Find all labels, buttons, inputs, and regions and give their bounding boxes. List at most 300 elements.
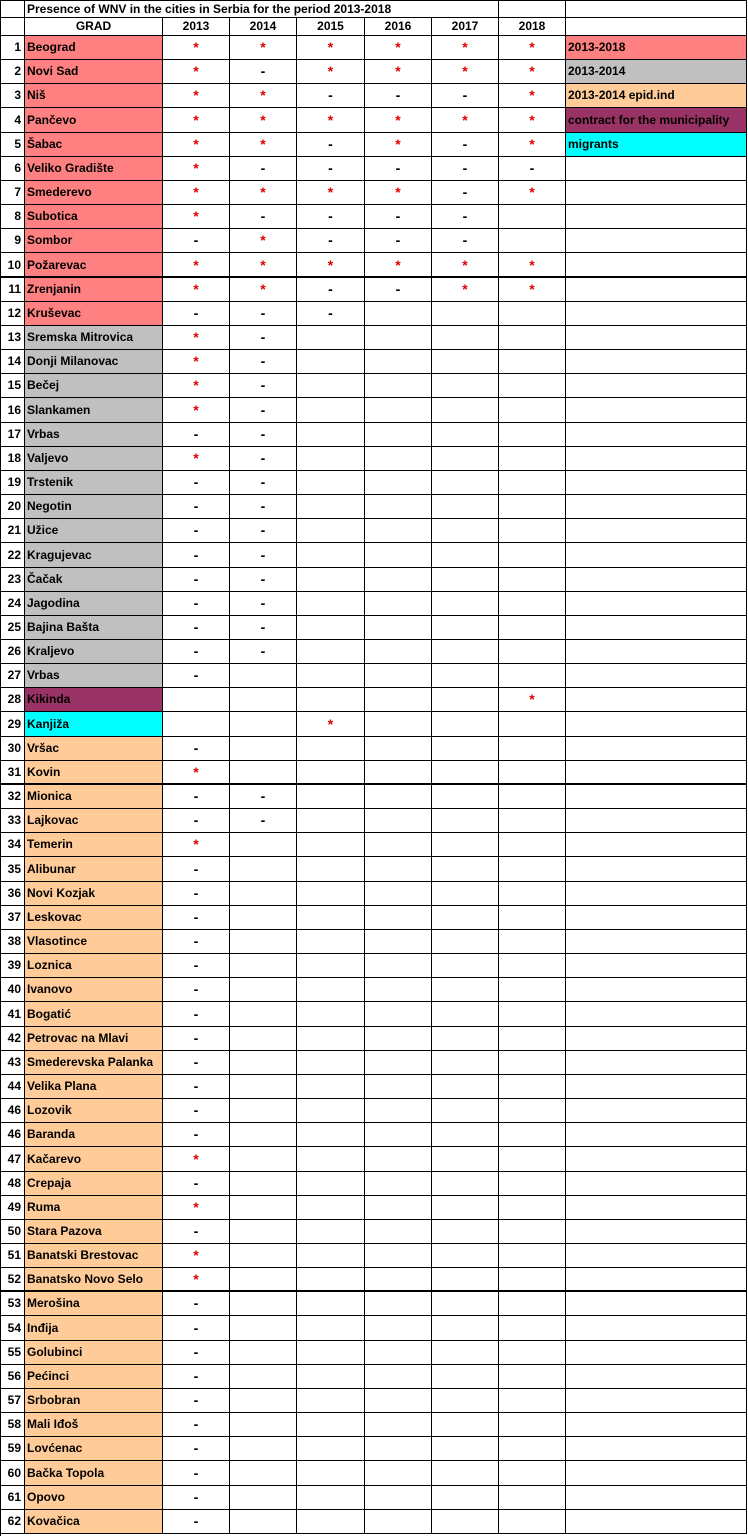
year-cell [432, 1244, 499, 1268]
year-cell [432, 592, 499, 616]
year-cell [432, 761, 499, 785]
year-cell [365, 1461, 432, 1486]
row-number: 49 [0, 1196, 25, 1220]
present-marker: * [462, 63, 468, 79]
year-cell [297, 664, 365, 688]
year-cell [499, 1099, 566, 1123]
year-cell [499, 157, 566, 181]
year-cell [163, 640, 230, 664]
row-number: 52 [0, 1268, 25, 1292]
city-name: Kikinda [25, 688, 163, 712]
year-cell [499, 133, 566, 157]
row-number: 54 [0, 1316, 25, 1341]
header-year: 2016 [365, 18, 432, 36]
year-cell [163, 108, 230, 133]
absent-marker: - [260, 160, 266, 176]
legend-empty-cell [566, 857, 747, 882]
legend-empty-cell [566, 374, 747, 398]
year-cell [365, 664, 432, 688]
city-name: Čačak [25, 568, 163, 592]
year-cell [499, 1292, 566, 1316]
year-cell [230, 1510, 297, 1534]
city-name: Velika Plana [25, 1075, 163, 1099]
city-name: Banatski Brestovac [25, 1244, 163, 1268]
present-marker: * [193, 160, 199, 176]
year-cell [163, 133, 230, 157]
year-cell [163, 374, 230, 398]
year-cell [297, 592, 365, 616]
year-cell [230, 640, 297, 664]
legend-empty-cell [566, 326, 747, 350]
row-number: 40 [0, 978, 25, 1002]
present-marker: * [193, 402, 199, 418]
year-cell [230, 592, 297, 616]
legend-empty-cell [566, 1075, 747, 1099]
year-cell [432, 60, 499, 84]
year-cell [297, 278, 365, 302]
year-cell [432, 471, 499, 495]
year-cell [297, 737, 365, 761]
year-cell [163, 350, 230, 374]
year-cell [432, 1316, 499, 1341]
city-name: Kraljevo [25, 640, 163, 664]
year-cell [163, 519, 230, 543]
year-cell [365, 1002, 432, 1027]
absent-marker: - [260, 812, 266, 828]
legend-empty-cell [566, 688, 747, 712]
absent-marker: - [462, 184, 468, 200]
year-cell [230, 785, 297, 809]
year-cell [163, 737, 230, 761]
year-cell [297, 181, 365, 205]
year-cell [163, 1413, 230, 1437]
city-name: Vrbas [25, 664, 163, 688]
row-number: 9 [0, 229, 25, 253]
legend-empty-cell [566, 640, 747, 664]
legend-empty-cell [566, 1316, 747, 1341]
year-cell [432, 1172, 499, 1196]
year-cell [499, 205, 566, 229]
legend-empty-cell [566, 519, 747, 543]
city-name: Bačka Topola [25, 1461, 163, 1486]
year-cell [230, 1051, 297, 1075]
absent-marker: - [328, 305, 333, 321]
year-cell [432, 833, 499, 857]
legend-empty-cell [566, 1172, 747, 1196]
year-cell [230, 1461, 297, 1486]
header-year: 2015 [297, 18, 365, 36]
present-marker: * [193, 1271, 199, 1287]
year-cell [499, 350, 566, 374]
year-cell [230, 930, 297, 954]
year-cell [365, 205, 432, 229]
year-cell [297, 1220, 365, 1244]
year-cell [365, 1051, 432, 1075]
year-cell [365, 108, 432, 133]
year-cell [230, 133, 297, 157]
legend-empty-cell [566, 1123, 747, 1147]
row-number: 14 [0, 350, 25, 374]
row-number: 21 [0, 519, 25, 543]
absent-marker: - [395, 87, 401, 103]
absent-marker: - [193, 1126, 199, 1142]
year-cell [499, 1365, 566, 1389]
absent-marker: - [193, 1006, 199, 1022]
year-cell [365, 302, 432, 326]
absent-marker: - [193, 1102, 199, 1118]
row-number: 46 [0, 1123, 25, 1147]
year-cell [230, 1027, 297, 1051]
year-cell [163, 205, 230, 229]
year-cell [297, 761, 365, 785]
absent-marker: - [193, 232, 199, 248]
year-cell [297, 785, 365, 809]
year-cell [163, 978, 230, 1002]
city-name: Smederevo [25, 181, 163, 205]
city-name: Vršac [25, 737, 163, 761]
row-number: 3 [0, 84, 25, 108]
year-cell [297, 1268, 365, 1292]
absent-marker: - [260, 353, 266, 369]
city-name: Merošina [25, 1292, 163, 1316]
year-cell [365, 592, 432, 616]
year-cell [163, 471, 230, 495]
row-number: 25 [0, 616, 25, 640]
year-cell [297, 423, 365, 447]
city-name: Slankamen [25, 398, 163, 423]
legend-item: migrants [566, 133, 747, 157]
year-cell [163, 1389, 230, 1413]
year-cell [365, 278, 432, 302]
row-number: 58 [0, 1413, 25, 1437]
city-name: Novi Kozjak [25, 882, 163, 906]
row-number: 53 [0, 1292, 25, 1316]
year-cell [297, 36, 365, 60]
header-year: 2018 [499, 18, 566, 36]
year-cell [365, 133, 432, 157]
year-cell [432, 1268, 499, 1292]
year-cell [230, 1316, 297, 1341]
year-cell [230, 1123, 297, 1147]
year-cell [297, 398, 365, 423]
year-cell [297, 1316, 365, 1341]
year-cell [230, 519, 297, 543]
year-cell [365, 809, 432, 833]
year-cell [432, 688, 499, 712]
year-cell [230, 302, 297, 326]
absent-marker: - [395, 281, 401, 297]
present-marker: * [193, 63, 199, 79]
absent-marker: - [193, 1344, 199, 1360]
year-cell [230, 809, 297, 833]
year-cell [230, 60, 297, 84]
year-cell [365, 1244, 432, 1268]
year-cell [499, 1461, 566, 1486]
year-cell [163, 398, 230, 423]
city-name: Opovo [25, 1486, 163, 1510]
year-cell [432, 568, 499, 592]
city-name: Kanjiža [25, 712, 163, 737]
present-marker: * [260, 87, 266, 103]
legend-empty-cell [566, 1268, 747, 1292]
year-cell [499, 664, 566, 688]
year-cell [365, 543, 432, 568]
row-number: 32 [0, 785, 25, 809]
year-cell [432, 447, 499, 471]
year-cell [163, 1027, 230, 1051]
year-cell [499, 1244, 566, 1268]
year-cell [230, 471, 297, 495]
year-cell [297, 1437, 365, 1461]
present-marker: * [193, 353, 199, 369]
city-name: Užice [25, 519, 163, 543]
year-cell [365, 1486, 432, 1510]
year-cell [365, 785, 432, 809]
header-grad: GRAD [25, 18, 163, 36]
year-cell [432, 423, 499, 447]
year-cell [163, 1099, 230, 1123]
legend-empty-cell [566, 1196, 747, 1220]
year-cell [432, 1510, 499, 1534]
year-cell [163, 1365, 230, 1389]
year-cell [297, 882, 365, 906]
absent-marker: - [260, 474, 266, 490]
present-marker: * [193, 1199, 199, 1215]
year-cell [365, 1341, 432, 1365]
legend-empty-cell [566, 447, 747, 471]
legend-empty-cell [566, 1220, 747, 1244]
legend-empty-cell [566, 278, 747, 302]
year-cell [499, 374, 566, 398]
year-cell [230, 108, 297, 133]
year-cell [499, 302, 566, 326]
present-marker: * [327, 184, 334, 200]
absent-marker: - [193, 426, 199, 442]
legend-empty-cell [566, 1051, 747, 1075]
year-cell [365, 712, 432, 737]
year-cell [432, 1365, 499, 1389]
year-cell [230, 278, 297, 302]
year-cell [297, 350, 365, 374]
year-cell [499, 737, 566, 761]
year-cell [499, 495, 566, 519]
absent-marker: - [328, 281, 333, 297]
year-cell [163, 447, 230, 471]
year-cell [230, 84, 297, 108]
title-spacer-legend [566, 0, 747, 18]
absent-marker: - [193, 1392, 199, 1408]
absent-marker: - [462, 87, 468, 103]
row-number: 55 [0, 1341, 25, 1365]
present-marker: * [529, 257, 535, 273]
legend-empty-cell [566, 1486, 747, 1510]
row-number: 48 [0, 1172, 25, 1196]
city-name: Požarevac [25, 253, 163, 278]
city-name: Ivanovo [25, 978, 163, 1002]
year-cell [297, 1510, 365, 1534]
year-cell [499, 1027, 566, 1051]
year-cell [499, 1510, 566, 1534]
year-cell [297, 60, 365, 84]
year-cell [499, 447, 566, 471]
year-cell [230, 181, 297, 205]
legend-empty-cell [566, 1147, 747, 1172]
year-cell [432, 809, 499, 833]
present-marker: * [193, 1151, 199, 1167]
year-cell [499, 785, 566, 809]
city-name: Ruma [25, 1196, 163, 1220]
city-name: Šabac [25, 133, 163, 157]
year-cell [163, 1316, 230, 1341]
present-marker: * [529, 184, 535, 200]
row-number: 6 [0, 157, 25, 181]
year-cell [432, 1437, 499, 1461]
absent-marker: - [529, 160, 535, 176]
legend-empty-cell [566, 1027, 747, 1051]
present-marker: * [260, 184, 266, 200]
year-cell [230, 423, 297, 447]
year-cell [499, 543, 566, 568]
city-name: Bečej [25, 374, 163, 398]
year-cell [163, 882, 230, 906]
legend-empty-cell [566, 543, 747, 568]
year-cell [230, 1389, 297, 1413]
year-cell [432, 737, 499, 761]
present-marker: * [193, 450, 199, 466]
year-cell [297, 1075, 365, 1099]
year-cell [499, 1147, 566, 1172]
legend-item: 2013-2014 epid.ind [566, 84, 747, 108]
year-cell [230, 1486, 297, 1510]
year-cell [163, 1051, 230, 1075]
present-marker: * [260, 112, 266, 128]
year-cell [297, 1123, 365, 1147]
city-name: Zrenjanin [25, 278, 163, 302]
year-cell [365, 326, 432, 350]
present-marker: * [193, 377, 199, 393]
header-legend-cell [566, 18, 747, 36]
year-cell [432, 229, 499, 253]
year-cell [365, 1123, 432, 1147]
year-cell [365, 882, 432, 906]
year-cell [365, 253, 432, 278]
legend-empty-cell [566, 205, 747, 229]
absent-marker: - [260, 208, 266, 224]
present-marker: * [395, 136, 401, 152]
city-name: Trstenik [25, 471, 163, 495]
city-name: Loznica [25, 954, 163, 978]
table-title: Presence of WNV in the cities in Serbia for the period 2013-2018 [25, 0, 499, 18]
year-cell [499, 519, 566, 543]
year-cell [432, 205, 499, 229]
row-number: 13 [0, 326, 25, 350]
header-year: 2017 [432, 18, 499, 36]
year-cell [230, 1341, 297, 1365]
row-number: 2 [0, 60, 25, 84]
row-number: 37 [0, 906, 25, 930]
absent-marker: - [193, 522, 199, 538]
present-marker: * [529, 136, 535, 152]
present-marker: * [193, 39, 199, 55]
legend-empty-cell [566, 761, 747, 785]
row-number: 16 [0, 398, 25, 423]
year-cell [365, 36, 432, 60]
row-number: 7 [0, 181, 25, 205]
row-number: 33 [0, 809, 25, 833]
year-cell [365, 1027, 432, 1051]
year-cell [163, 60, 230, 84]
year-cell [163, 278, 230, 302]
city-name: Lajkovac [25, 809, 163, 833]
year-cell [163, 1461, 230, 1486]
present-marker: * [260, 39, 266, 55]
absent-marker: - [193, 812, 199, 828]
year-cell [297, 978, 365, 1002]
year-cell [365, 1196, 432, 1220]
legend-item: 2013-2014 [566, 60, 747, 84]
year-cell [365, 181, 432, 205]
present-marker: * [193, 281, 199, 297]
year-cell [365, 688, 432, 712]
absent-marker: - [193, 933, 199, 949]
absent-marker: - [193, 1295, 199, 1311]
year-cell [163, 543, 230, 568]
year-cell [499, 1196, 566, 1220]
row-number: 10 [0, 253, 25, 278]
year-cell [163, 1147, 230, 1172]
year-cell [230, 1196, 297, 1220]
year-cell [163, 36, 230, 60]
row-number: 18 [0, 447, 25, 471]
year-cell [163, 1292, 230, 1316]
present-marker: * [529, 63, 535, 79]
present-marker: * [462, 112, 468, 128]
year-cell [499, 1075, 566, 1099]
absent-marker: - [193, 788, 199, 804]
row-number: 35 [0, 857, 25, 882]
year-cell [297, 1413, 365, 1437]
absent-marker: - [260, 63, 266, 79]
absent-marker: - [193, 957, 199, 973]
year-cell [499, 761, 566, 785]
row-number: 29 [0, 712, 25, 737]
city-name: Niš [25, 84, 163, 108]
legend-empty-cell [566, 568, 747, 592]
year-cell [163, 1244, 230, 1268]
legend-empty-cell [566, 1292, 747, 1316]
legend-empty-cell [566, 253, 747, 278]
row-number: 60 [0, 1461, 25, 1486]
absent-marker: - [260, 377, 266, 393]
legend-empty-cell [566, 616, 747, 640]
absent-marker: - [193, 474, 199, 490]
year-cell [297, 568, 365, 592]
year-cell [230, 712, 297, 737]
year-cell [499, 568, 566, 592]
year-cell [230, 229, 297, 253]
year-cell [365, 374, 432, 398]
year-cell [365, 906, 432, 930]
row-number: 41 [0, 1002, 25, 1027]
year-cell [432, 1099, 499, 1123]
legend-empty-cell [566, 954, 747, 978]
year-cell [432, 640, 499, 664]
year-cell [163, 906, 230, 930]
absent-marker: - [260, 426, 266, 442]
city-name: Temerin [25, 833, 163, 857]
year-cell [499, 229, 566, 253]
present-marker: * [193, 836, 199, 852]
